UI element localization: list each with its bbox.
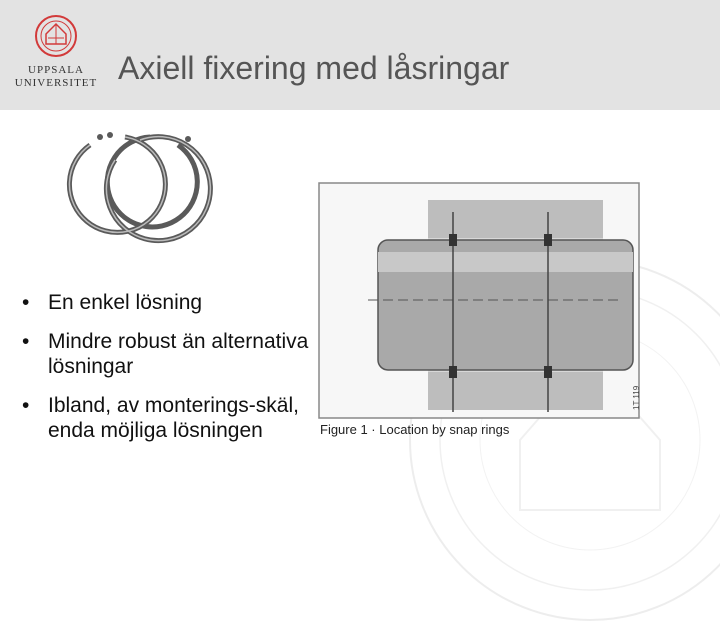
figure-caption: Figure 1 · Location by snap rings [320, 422, 510, 437]
slide-title: Axiell fixering med låsringar [118, 50, 510, 86]
bullet-marker: • [22, 291, 30, 314]
header-bar [0, 0, 720, 110]
figure-code: 1T 119 [632, 385, 641, 410]
list-item [22, 290, 312, 315]
logo-line-1: UPPSALA [28, 64, 84, 76]
bullet-marker: • [22, 330, 30, 353]
bullet-list [22, 290, 312, 457]
bullet-text: En enkel lösning [48, 291, 203, 314]
logo-line-2: UNIVERSITET [14, 77, 98, 89]
list-item [22, 329, 312, 379]
snap-ring-figure [318, 182, 640, 442]
snap-rings-image [50, 125, 220, 255]
list-item [22, 393, 312, 443]
bullet-marker: • [22, 394, 30, 417]
bullet-text: Mindre robust än alternativa lösningar [48, 330, 309, 378]
bullet-text: Ibland, av monterings-skäl, enda möjliga lösningen [48, 394, 299, 442]
university-wordmark [14, 64, 98, 90]
